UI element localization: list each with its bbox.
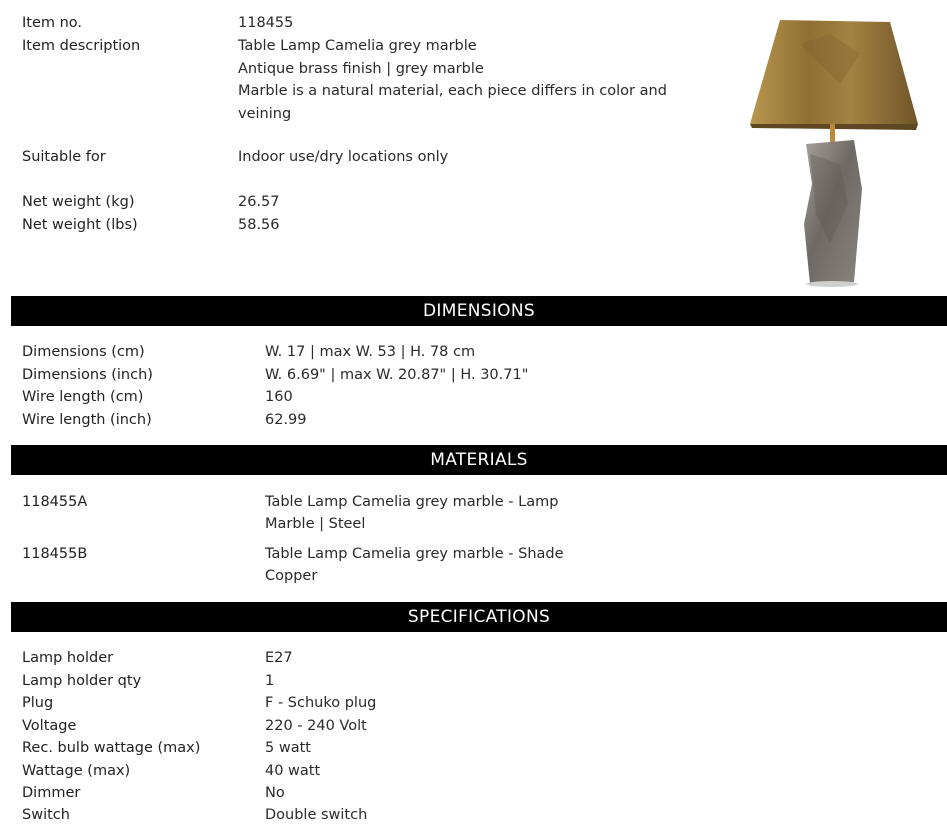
lamp-holder-label: Lamp holder xyxy=(22,650,114,666)
rec-bulb-wattage-value: 5 watt xyxy=(265,740,311,756)
suitable-for-label: Suitable for xyxy=(22,149,106,165)
material-composition: Copper xyxy=(265,568,318,584)
wire-length-inch-value: 62.99 xyxy=(265,411,307,428)
net-weight-kg-value: 26.57 xyxy=(238,194,280,210)
dimensions-cm-value: W. 17 | max W. 53 | H. 78 cm xyxy=(265,344,476,360)
wire-length-cm-label: Wire length (cm) xyxy=(22,389,144,405)
item-description-label: Item description xyxy=(22,38,141,54)
lamp-holder-qty-label: Lamp holder qty xyxy=(22,672,142,689)
suitable-for-value: Indoor use/dry locations only xyxy=(238,149,449,165)
voltage-label: Voltage xyxy=(22,717,77,734)
wire-length-inch-label: Wire length (inch) xyxy=(22,411,152,428)
wattage-max-label: Wattage (max) xyxy=(22,762,131,779)
dimensions-header: DIMENSIONS xyxy=(11,296,947,326)
specifications-header: SPECIFICATIONS xyxy=(11,602,947,632)
item-description-line: Marble is a natural material, each piece differs in color and xyxy=(238,83,667,99)
item-description-line: Antique brass finish | grey marble xyxy=(238,60,484,77)
net-weight-kg-label: Net weight (kg) xyxy=(22,194,135,210)
material-code: 118455B xyxy=(22,546,88,562)
plug-value: F - Schuko plug xyxy=(265,695,377,711)
net-weight-lbs-value: 58.56 xyxy=(238,216,280,233)
voltage-value: 220 - 240 Volt xyxy=(265,717,367,734)
materials-header: MATERIALS xyxy=(11,445,947,475)
dimensions-inch-label: Dimensions (inch) xyxy=(22,366,153,383)
material-composition: Marble | Steel xyxy=(265,516,366,532)
lamp-holder-value: E27 xyxy=(265,650,293,666)
wattage-max-value: 40 watt xyxy=(265,762,321,779)
item-description-line: Table Lamp Camelia grey marble xyxy=(238,38,477,54)
material-description: Table Lamp Camelia grey marble - Lamp xyxy=(265,494,559,510)
rec-bulb-wattage-label: Rec. bulb wattage (max) xyxy=(22,740,201,756)
item-no-value: 118455 xyxy=(238,15,294,31)
dimmer-value: No xyxy=(265,785,285,801)
material-description: Table Lamp Camelia grey marble - Shade xyxy=(265,546,564,562)
dimensions-inch-value: W. 6.69" | max W. 20.87" | H. 30.71" xyxy=(265,366,529,383)
material-code: 118455A xyxy=(22,494,88,510)
lamp-holder-qty-value: 1 xyxy=(265,672,275,689)
item-no-label: Item no. xyxy=(22,15,83,31)
switch-value: Double switch xyxy=(265,807,368,823)
plug-label: Plug xyxy=(22,695,54,711)
table-lamp-image xyxy=(740,14,930,288)
wire-length-cm-value: 160 xyxy=(265,389,293,405)
item-description-line: veining xyxy=(238,105,292,122)
switch-label: Switch xyxy=(22,807,70,823)
dimmer-label: Dimmer xyxy=(22,785,81,801)
dimensions-cm-label: Dimensions (cm) xyxy=(22,344,145,360)
net-weight-lbs-label: Net weight (lbs) xyxy=(22,216,138,233)
